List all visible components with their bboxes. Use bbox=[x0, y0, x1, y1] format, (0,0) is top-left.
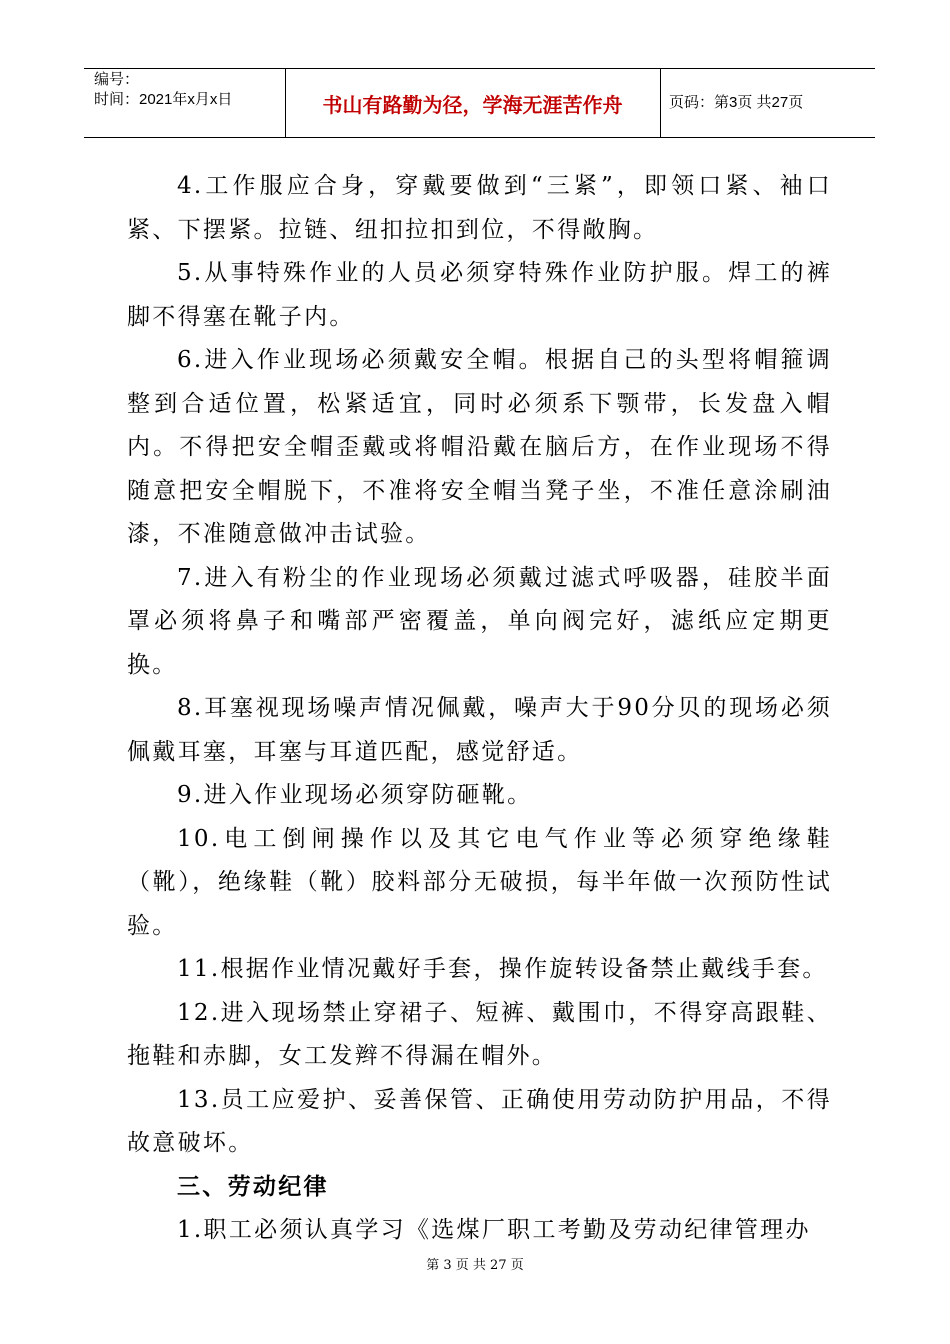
page-header bbox=[84, 68, 875, 138]
paragraph-12: 12.进入现场禁止穿裙子、短裤、戴围巾，不得穿高跟鞋、拖鞋和赤脚，女工发辫不得漏在帽外。 bbox=[127, 999, 832, 1069]
paragraph-11: 11.根据作业情况戴好手套，操作旋转设备禁止戴线手套。 bbox=[177, 956, 828, 982]
paragraph-8: 8.耳塞视现场噪声情况佩戴，噪声大于90分贝的现场必须佩戴耳塞，耳塞与耳道匹配，感觉舒适。 bbox=[127, 695, 832, 765]
paragraph-labor-1: 1.职工必须认真学习《选煤厂职工考勤及劳动纪律管理办 bbox=[177, 1217, 811, 1243]
paragraph-6: 6.进入作业现场必须戴安全帽。根据自己的头型将帽箍调整到合适位置，松紧适宜，同时必须系下颚带，长发盘入帽内。不得把安全帽歪戴或将帽沿戴在脑后方，在作业现场不得随意把安全帽脱下，不准将安全帽当凳子坐，不准任意涂刷油漆，不准随意做冲击试验。 bbox=[127, 347, 832, 547]
page-footer: 第 3 页 共 27 页 bbox=[426, 1258, 524, 1273]
paragraph-9: 9.进入作业现场必须穿防砸靴。 bbox=[177, 782, 533, 808]
header-motto: 书山有路勤为径，学海无涯苦作舟 bbox=[322, 93, 623, 117]
header-doc-info bbox=[84, 69, 286, 137]
document-body bbox=[127, 165, 832, 1253]
header-page-info: 页码：第3页 共27页 bbox=[669, 94, 804, 111]
paragraph-4: 4.工作服应合身，穿戴要做到“三紧”，即领口紧、袖口紧、下摆紧。拉链、纽扣拉扣到位，不得敞胸。 bbox=[127, 173, 832, 243]
paragraph-10: 10.电工倒闸操作以及其它电气作业等必须穿绝缘鞋（靴），绝缘鞋（靴）胶料部分无破损，每半年做一次预防性试验。 bbox=[127, 825, 832, 939]
doc-number-label: 编号： bbox=[94, 71, 140, 88]
header-page-cell bbox=[661, 69, 875, 137]
paragraph-7: 7.进入有粉尘的作业现场必须戴过滤式呼吸器，硅胶半面罩必须将鼻子和嘴部严密覆盖，单向阀完好，滤纸应定期更换。 bbox=[127, 564, 832, 678]
paragraph-5: 5.从事特殊作业的人员必须穿特殊作业防护服。焊工的裤脚不得塞在靴子内。 bbox=[127, 260, 832, 330]
section-heading: 三、劳动纪律 bbox=[177, 1173, 329, 1200]
paragraph-13: 13.员工应爱护、妥善保管、正确使用劳动防护用品，不得故意破坏。 bbox=[127, 1086, 832, 1156]
doc-time-label: 时间：2021年x月x日 bbox=[94, 91, 233, 108]
header-motto-cell bbox=[285, 69, 661, 137]
